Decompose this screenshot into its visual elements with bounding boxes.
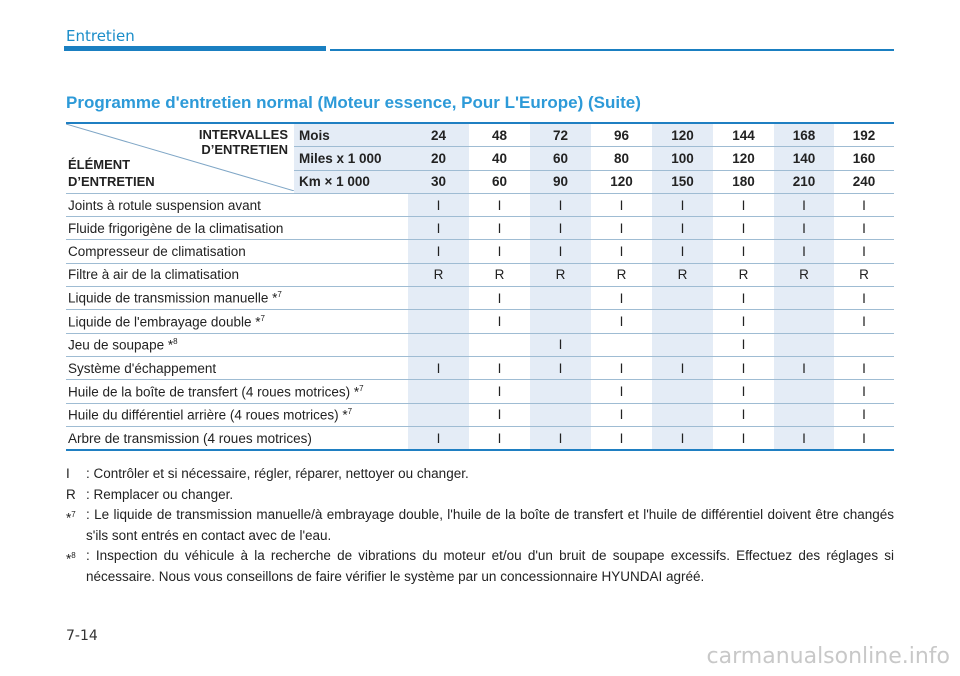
table-row: [66, 333, 894, 356]
schedule-cell: [774, 310, 834, 333]
schedule-cell: I: [774, 426, 834, 450]
schedule-cell: I: [652, 193, 713, 216]
schedule-cell: I: [408, 193, 469, 216]
schedule-cell: I: [530, 426, 591, 450]
table-row: [66, 380, 894, 403]
schedule-cell: I: [652, 217, 713, 240]
schedule-cell: [530, 287, 591, 310]
legend-key: [66, 546, 86, 587]
table-row: [66, 263, 894, 286]
schedule-cell: R: [774, 263, 834, 286]
interval-value: 100: [652, 147, 713, 170]
footnote-marker: 7: [260, 313, 265, 323]
legend-key: [66, 485, 86, 506]
schedule-cell: I: [408, 426, 469, 450]
legend-key: [66, 505, 86, 546]
schedule-cell: I: [713, 333, 774, 356]
section-rule: [330, 49, 894, 51]
schedule-cell: I: [652, 426, 713, 450]
schedule-cell: I: [834, 287, 894, 310]
schedule-cell: [774, 333, 834, 356]
schedule-cell: [834, 333, 894, 356]
maintenance-item: [66, 217, 408, 240]
schedule-cell: I: [834, 356, 894, 379]
schedule-cell: I: [469, 217, 530, 240]
maintenance-item: [66, 380, 408, 403]
schedule-cell: R: [591, 263, 652, 286]
schedule-cell: I: [469, 193, 530, 216]
schedule-cell: I: [469, 287, 530, 310]
schedule-cell: [530, 403, 591, 426]
schedule-cell: [408, 310, 469, 333]
schedule-cell: I: [530, 217, 591, 240]
schedule-cell: I: [469, 240, 530, 263]
legend-key-symbol: *: [66, 510, 72, 526]
maintenance-item: [66, 333, 408, 356]
schedule-cell: R: [652, 263, 713, 286]
schedule-cell: I: [591, 287, 652, 310]
interval-value: 144: [713, 123, 774, 147]
schedule-cell: I: [834, 403, 894, 426]
schedule-cell: I: [591, 240, 652, 263]
schedule-cell: I: [713, 356, 774, 379]
interval-unit-label: Miles x 1 000: [294, 147, 408, 170]
maintenance-item: [66, 287, 408, 310]
interval-value: 90: [530, 170, 591, 193]
footnote-marker: 7: [359, 383, 364, 393]
legend-text: : Le liquide de transmission manuelle/à embrayage double, l'huile de la boîte de transfert et l'huile de différentiel doivent être changés s'ils sont entrés en contact avec de l'eau.: [86, 507, 894, 543]
schedule-cell: I: [530, 356, 591, 379]
interval-value: 160: [834, 147, 894, 170]
maintenance-item-label: Liquide de transmission manuelle *: [68, 290, 278, 306]
legend-key-symbol: I: [66, 466, 70, 481]
maintenance-item-label: Jeu de soupape *: [68, 337, 174, 353]
schedule-cell: I: [713, 240, 774, 263]
maintenance-item: [66, 403, 408, 426]
footnote-marker: 7: [71, 510, 76, 519]
schedule-cell: I: [774, 217, 834, 240]
schedule-cell: I: [408, 240, 469, 263]
schedule-cell: [652, 380, 713, 403]
section-label: Entretien: [66, 27, 135, 45]
legend-key: [66, 464, 86, 485]
maintenance-item: [66, 263, 408, 286]
schedule-cell: I: [713, 287, 774, 310]
maintenance-item-label: Filtre à air de la climatisation: [68, 267, 240, 283]
maintenance-item-label: Joints à rotule suspension avant: [68, 197, 261, 213]
schedule-cell: [652, 333, 713, 356]
schedule-cell: [408, 380, 469, 403]
page-number: 7-14: [66, 628, 98, 644]
schedule-cell: I: [834, 217, 894, 240]
maintenance-item-label: Huile de la boîte de transfert (4 roues motrices) *: [68, 384, 360, 400]
schedule-cell: I: [591, 356, 652, 379]
interval-unit-label: Mois: [294, 123, 408, 147]
schedule-cell: I: [652, 356, 713, 379]
table-row: [66, 217, 894, 240]
schedule-cell: I: [713, 193, 774, 216]
schedule-cell: I: [774, 240, 834, 263]
element-label-line: D’ENTRETIEN: [68, 173, 155, 189]
legend-note: [66, 464, 894, 485]
interval-value: 120: [652, 123, 713, 147]
interval-value: 60: [469, 170, 530, 193]
interval-value: 48: [469, 123, 530, 147]
schedule-cell: I: [591, 310, 652, 333]
interval-value: 20: [408, 147, 469, 170]
schedule-cell: I: [713, 310, 774, 333]
schedule-cell: I: [469, 380, 530, 403]
schedule-cell: R: [713, 263, 774, 286]
schedule-cell: R: [408, 263, 469, 286]
interval-value: 168: [774, 123, 834, 147]
section-bar: [64, 46, 326, 51]
maintenance-schedule-table: [66, 122, 894, 451]
schedule-cell: [774, 380, 834, 403]
schedule-cell: [652, 287, 713, 310]
table-row: [66, 240, 894, 263]
schedule-cell: I: [834, 426, 894, 450]
schedule-cell: [530, 310, 591, 333]
schedule-cell: [774, 403, 834, 426]
schedule-cell: I: [469, 403, 530, 426]
interval-value: 240: [834, 170, 894, 193]
schedule-cell: I: [469, 426, 530, 450]
schedule-cell: I: [469, 310, 530, 333]
table-row: [66, 310, 894, 333]
schedule-cell: [408, 333, 469, 356]
interval-unit-label: Km × 1 000: [294, 170, 408, 193]
maintenance-item-label: Système d'échappement: [68, 360, 217, 376]
schedule-cell: I: [774, 193, 834, 216]
legend-note: [66, 546, 894, 587]
schedule-cell: I: [834, 240, 894, 263]
schedule-cell: I: [591, 426, 652, 450]
schedule-cell: [591, 333, 652, 356]
schedule-cell: I: [713, 217, 774, 240]
header-row: [66, 123, 894, 147]
maintenance-item: [66, 193, 408, 216]
table-row: [66, 193, 894, 216]
maintenance-item-label: Compresseur de climatisation: [68, 244, 246, 260]
legend-key-symbol: *: [66, 551, 72, 567]
table-row: [66, 356, 894, 379]
schedule-cell: [469, 333, 530, 356]
interval-value: 120: [591, 170, 652, 193]
intervals-label: [199, 127, 288, 157]
element-label: [68, 156, 155, 190]
schedule-cell: I: [591, 380, 652, 403]
interval-value: 72: [530, 123, 591, 147]
schedule-cell: I: [591, 217, 652, 240]
schedule-cell: I: [530, 193, 591, 216]
maintenance-item-label: Fluide frigorigène de la climatisation: [68, 220, 284, 236]
schedule-cell: I: [591, 403, 652, 426]
schedule-cell: I: [834, 310, 894, 333]
schedule-cell: R: [469, 263, 530, 286]
schedule-cell: [652, 403, 713, 426]
interval-value: 40: [469, 147, 530, 170]
intervals-label-line: INTERVALLES: [198, 127, 288, 142]
footnote-marker: 8: [173, 337, 178, 347]
schedule-cell: [408, 403, 469, 426]
element-label-line: ÉLÉMENT: [68, 156, 131, 172]
schedule-cell: I: [652, 240, 713, 263]
legend-key-symbol: R: [66, 486, 76, 502]
schedule-cell: I: [713, 403, 774, 426]
watermark: carmanualsonline.info: [706, 644, 950, 669]
table-row: [66, 426, 894, 450]
maintenance-item-label: Liquide de l'embrayage double *: [68, 314, 261, 330]
schedule-cell: I: [530, 240, 591, 263]
interval-value: 30: [408, 170, 469, 193]
schedule-cell: I: [530, 333, 591, 356]
schedule-cell: [774, 287, 834, 310]
interval-value: 180: [713, 170, 774, 193]
interval-value: 80: [591, 147, 652, 170]
schedule-cell: I: [408, 356, 469, 379]
schedule-cell: [408, 287, 469, 310]
table-row: [66, 287, 894, 310]
legend-note: [66, 505, 894, 546]
legend-text: : Remplacer ou changer.: [86, 486, 234, 502]
page-heading: Programme d'entretien normal (Moteur essence, Pour L'Europe) (Suite): [66, 93, 641, 112]
interval-value: 192: [834, 123, 894, 147]
interval-value: 140: [774, 147, 834, 170]
interval-value: 24: [408, 123, 469, 147]
table-corner-header: [66, 123, 294, 193]
schedule-cell: R: [530, 263, 591, 286]
legend-notes: [66, 464, 894, 587]
schedule-cell: I: [713, 426, 774, 450]
schedule-cell: I: [591, 193, 652, 216]
maintenance-item: [66, 426, 408, 450]
legend-text: : Inspection du véhicule à la recherche de vibrations du moteur et/ou d'un bruit de soupape excessifs. Effectuez des réglages si nécessaire. Nous vous conseillons de faire vérifier le système par un concessionnaire HYUNDAI agréé.: [86, 548, 894, 584]
schedule-cell: I: [834, 193, 894, 216]
footnote-marker: 7: [347, 406, 353, 416]
intervals-label-line: D’ENTRETIEN: [201, 142, 288, 157]
maintenance-item-label: Huile du différentiel arrière (4 roues motrices) *: [68, 407, 348, 423]
schedule-cell: I: [713, 380, 774, 403]
schedule-cell: I: [834, 380, 894, 403]
schedule-cell: I: [774, 356, 834, 379]
schedule-cell: I: [408, 217, 469, 240]
interval-value: 210: [774, 170, 834, 193]
maintenance-item-label: Arbre de transmission (4 roues motrices): [68, 430, 312, 446]
interval-value: 120: [713, 147, 774, 170]
schedule-cell: [530, 380, 591, 403]
legend-note: [66, 485, 894, 506]
footnote-marker: 8: [71, 551, 76, 560]
interval-value: 60: [530, 147, 591, 170]
maintenance-item: [66, 310, 408, 333]
schedule-cell: I: [469, 356, 530, 379]
schedule-cell: [652, 310, 713, 333]
maintenance-item: [66, 356, 408, 379]
footnote-marker: 7: [277, 290, 282, 300]
maintenance-item: [66, 240, 408, 263]
interval-value: 150: [652, 170, 713, 193]
interval-value: 96: [591, 123, 652, 147]
schedule-cell: R: [834, 263, 894, 286]
legend-text: : Contrôler et si nécessaire, régler, réparer, nettoyer ou changer.: [86, 466, 469, 481]
table-row: [66, 403, 894, 426]
